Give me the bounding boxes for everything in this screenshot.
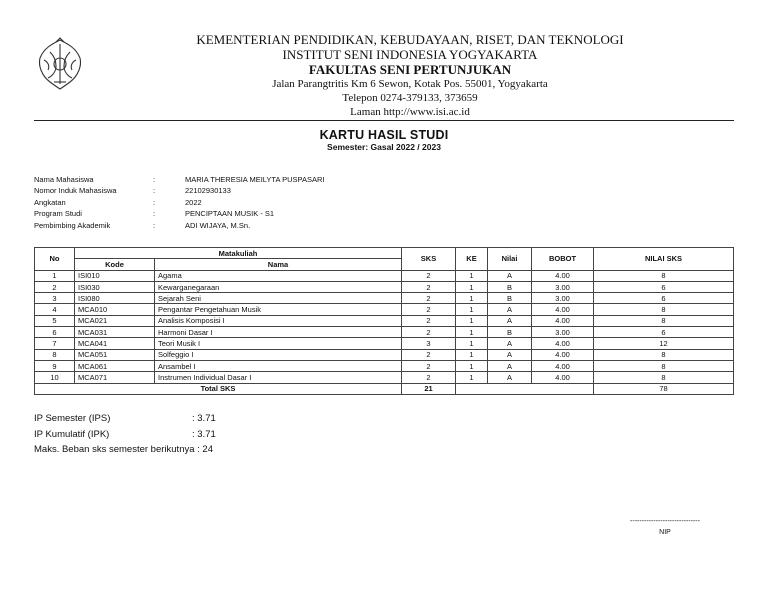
course-name: Solfeggio I bbox=[155, 349, 402, 360]
row-no: 9 bbox=[35, 360, 75, 371]
row-no: 1 bbox=[35, 270, 75, 281]
course-sks: 2 bbox=[402, 315, 456, 326]
course-grade: B bbox=[488, 327, 532, 338]
summary-label: Maks. Beban sks semester berikutnya bbox=[34, 444, 195, 455]
course-weight: 4.00 bbox=[532, 315, 594, 326]
course-sks: 2 bbox=[402, 360, 456, 371]
course-name: Kewarganegaraan bbox=[155, 281, 402, 292]
row-no: 10 bbox=[35, 372, 75, 383]
ministry-name: KEMENTERIAN PENDIDIKAN, KEBUDAYAAN, RISET, DAN TEKNOLOGI bbox=[196, 32, 624, 47]
info-value: ADI WIJAYA, M.Sn. bbox=[185, 220, 251, 230]
course-grade: B bbox=[488, 281, 532, 292]
course-weight: 3.00 bbox=[532, 281, 594, 292]
table-row bbox=[35, 315, 734, 326]
row-no: 6 bbox=[35, 327, 75, 338]
header-divider bbox=[34, 120, 734, 121]
document-title-block bbox=[0, 128, 768, 153]
col-header-nilai: Nilai bbox=[488, 248, 532, 271]
info-value: PENCIPTAAN MUSIK - S1 bbox=[185, 209, 275, 219]
isi-emblem-icon bbox=[30, 34, 90, 94]
col-header-ke: KE bbox=[456, 248, 488, 271]
summary-row bbox=[34, 442, 216, 458]
course-sks: 2 bbox=[402, 327, 456, 338]
info-row bbox=[34, 185, 325, 196]
course-name: Agama bbox=[155, 270, 402, 281]
course-ke: 1 bbox=[456, 270, 488, 281]
course-sks: 2 bbox=[402, 270, 456, 281]
course-grade-points: 6 bbox=[594, 293, 734, 304]
course-name: Harmoni Dasar I bbox=[155, 327, 402, 338]
summary-value: : 3.71 bbox=[192, 428, 216, 440]
table-row bbox=[35, 338, 734, 349]
institute-name: INSTITUT SENI INDONESIA YOGYAKARTA bbox=[282, 47, 538, 62]
summary-value: : 3.71 bbox=[192, 413, 216, 424]
col-header-matakuliah: Matakuliah bbox=[75, 248, 402, 259]
course-code: ISI030 bbox=[75, 281, 155, 292]
info-label: Program Studi bbox=[34, 209, 82, 219]
course-code: MCA021 bbox=[75, 315, 155, 326]
course-grade-points: 8 bbox=[594, 315, 734, 326]
course-grade: A bbox=[488, 338, 532, 349]
info-value: 22102930133 bbox=[185, 186, 231, 196]
course-grade: A bbox=[488, 349, 532, 360]
course-ke: 1 bbox=[456, 293, 488, 304]
info-row bbox=[34, 174, 325, 185]
total-label: Total SKS bbox=[35, 383, 402, 394]
course-ke: 1 bbox=[456, 349, 488, 360]
course-grade-points: 12 bbox=[594, 338, 734, 349]
table-row bbox=[35, 360, 734, 371]
course-grade-points: 8 bbox=[594, 372, 734, 383]
summary-row bbox=[34, 427, 216, 443]
course-code: MCA041 bbox=[75, 338, 155, 349]
info-separator: : bbox=[153, 220, 156, 230]
phone: Telepon 0274-379133, 373659 bbox=[342, 92, 478, 104]
course-name: Analisis Komposisi I bbox=[155, 315, 402, 326]
course-name: Instrumen Individual Dasar I bbox=[155, 372, 402, 383]
table-row bbox=[35, 372, 734, 383]
info-label: Pembimbing Akademik bbox=[34, 220, 111, 230]
course-sks: 2 bbox=[402, 304, 456, 315]
course-weight: 4.00 bbox=[532, 349, 594, 360]
course-ke: 1 bbox=[456, 304, 488, 315]
course-grade-points: 6 bbox=[594, 281, 734, 292]
course-grade: A bbox=[488, 315, 532, 326]
course-code: MCA031 bbox=[75, 327, 155, 338]
total-empty-cell bbox=[456, 383, 594, 394]
course-name: Sejarah Seni bbox=[155, 293, 402, 304]
total-sks: 21 bbox=[402, 383, 456, 394]
summary-label: IP Semester (IPS) bbox=[34, 413, 111, 424]
col-header-nama: Nama bbox=[155, 259, 402, 270]
semester-label: Semester: Gasal 2022 / 2023 bbox=[327, 142, 441, 152]
course-name: Teori Musik I bbox=[155, 338, 402, 349]
course-grade: B bbox=[488, 293, 532, 304]
website: Laman http://www.isi.ac.id bbox=[350, 106, 470, 118]
table-row bbox=[35, 349, 734, 360]
course-sks: 2 bbox=[402, 372, 456, 383]
course-grade-points: 6 bbox=[594, 327, 734, 338]
course-weight: 4.00 bbox=[532, 338, 594, 349]
col-header-nilai-sks: NILAI SKS bbox=[594, 248, 734, 271]
course-name: Ansambel I bbox=[155, 360, 402, 371]
summary-row bbox=[34, 411, 216, 427]
col-header-kode: Kode bbox=[75, 259, 155, 270]
row-no: 7 bbox=[35, 338, 75, 349]
info-label: Nomor Induk Mahasiswa bbox=[34, 186, 117, 196]
info-value: MARIA THERESIA MEILYTA PUSPASARI bbox=[185, 175, 325, 184]
course-code: ISI080 bbox=[75, 293, 155, 304]
total-nilai-sks: 78 bbox=[594, 383, 734, 394]
info-separator: : bbox=[153, 197, 156, 207]
course-weight: 4.00 bbox=[532, 372, 594, 383]
course-grade-points: 8 bbox=[594, 349, 734, 360]
student-info bbox=[34, 174, 325, 231]
col-header-bobot: BOBOT bbox=[532, 248, 594, 271]
gpa-summary bbox=[34, 411, 216, 458]
info-row bbox=[34, 220, 325, 231]
info-row bbox=[34, 197, 325, 208]
course-code: MCA051 bbox=[75, 349, 155, 360]
course-code: MCA010 bbox=[75, 304, 155, 315]
table-row bbox=[35, 304, 734, 315]
course-sks: 2 bbox=[402, 281, 456, 292]
course-grade: A bbox=[488, 304, 532, 315]
course-sks: 2 bbox=[402, 293, 456, 304]
row-no: 2 bbox=[35, 281, 75, 292]
course-code: MCA071 bbox=[75, 372, 155, 383]
course-ke: 1 bbox=[456, 338, 488, 349]
table-row bbox=[35, 293, 734, 304]
course-code: MCA061 bbox=[75, 360, 155, 371]
course-grade-points: 8 bbox=[594, 360, 734, 371]
table-row bbox=[35, 281, 734, 292]
course-ke: 1 bbox=[456, 372, 488, 383]
course-grade: A bbox=[488, 372, 532, 383]
row-no: 5 bbox=[35, 315, 75, 326]
faculty-name: FAKULTAS SENI PERTUNJUKAN bbox=[308, 62, 512, 77]
table-row bbox=[35, 327, 734, 338]
course-grade-points: 8 bbox=[594, 304, 734, 315]
course-sks: 2 bbox=[402, 349, 456, 360]
course-weight: 4.00 bbox=[532, 304, 594, 315]
signature-block bbox=[622, 516, 708, 538]
info-label: Angkatan bbox=[34, 197, 66, 207]
nip-label: NIP bbox=[659, 529, 671, 536]
address: Jalan Parangtritis Km 6 Sewon, Kotak Pos. 55001, Yogyakarta bbox=[272, 78, 548, 90]
course-grade-points: 8 bbox=[594, 270, 734, 281]
table-header-row bbox=[35, 248, 734, 259]
course-weight: 4.00 bbox=[532, 270, 594, 281]
course-name: Pengantar Pengetahuan Musik bbox=[155, 304, 402, 315]
summary-value: : 24 bbox=[197, 444, 214, 455]
course-weight: 3.00 bbox=[532, 293, 594, 304]
info-separator: : bbox=[153, 209, 156, 219]
course-grade: A bbox=[488, 360, 532, 371]
col-header-sks: SKS bbox=[402, 248, 456, 271]
info-value: 2022 bbox=[185, 197, 202, 207]
total-row bbox=[35, 383, 734, 394]
letterhead bbox=[0, 0, 768, 120]
letterhead-text bbox=[150, 32, 670, 119]
course-sks: 3 bbox=[402, 338, 456, 349]
row-no: 8 bbox=[35, 349, 75, 360]
info-label: Nama Mahasiswa bbox=[34, 175, 94, 184]
info-row bbox=[34, 208, 325, 219]
summary-label: IP Kumulatif (IPK) bbox=[34, 428, 110, 440]
signature-line: ------------------------------ bbox=[630, 518, 700, 525]
course-weight: 3.00 bbox=[532, 327, 594, 338]
col-header-no: No bbox=[35, 248, 75, 271]
row-no: 4 bbox=[35, 304, 75, 315]
info-separator: : bbox=[153, 175, 156, 184]
course-weight: 4.00 bbox=[532, 360, 594, 371]
table-row bbox=[35, 270, 734, 281]
grades-table bbox=[34, 247, 734, 395]
info-separator: : bbox=[153, 186, 156, 196]
course-ke: 1 bbox=[456, 281, 488, 292]
document-title: KARTU HASIL STUDI bbox=[319, 128, 449, 142]
course-ke: 1 bbox=[456, 360, 488, 371]
course-grade: A bbox=[488, 270, 532, 281]
row-no: 3 bbox=[35, 293, 75, 304]
course-ke: 1 bbox=[456, 327, 488, 338]
course-ke: 1 bbox=[456, 315, 488, 326]
course-code: ISI010 bbox=[75, 270, 155, 281]
